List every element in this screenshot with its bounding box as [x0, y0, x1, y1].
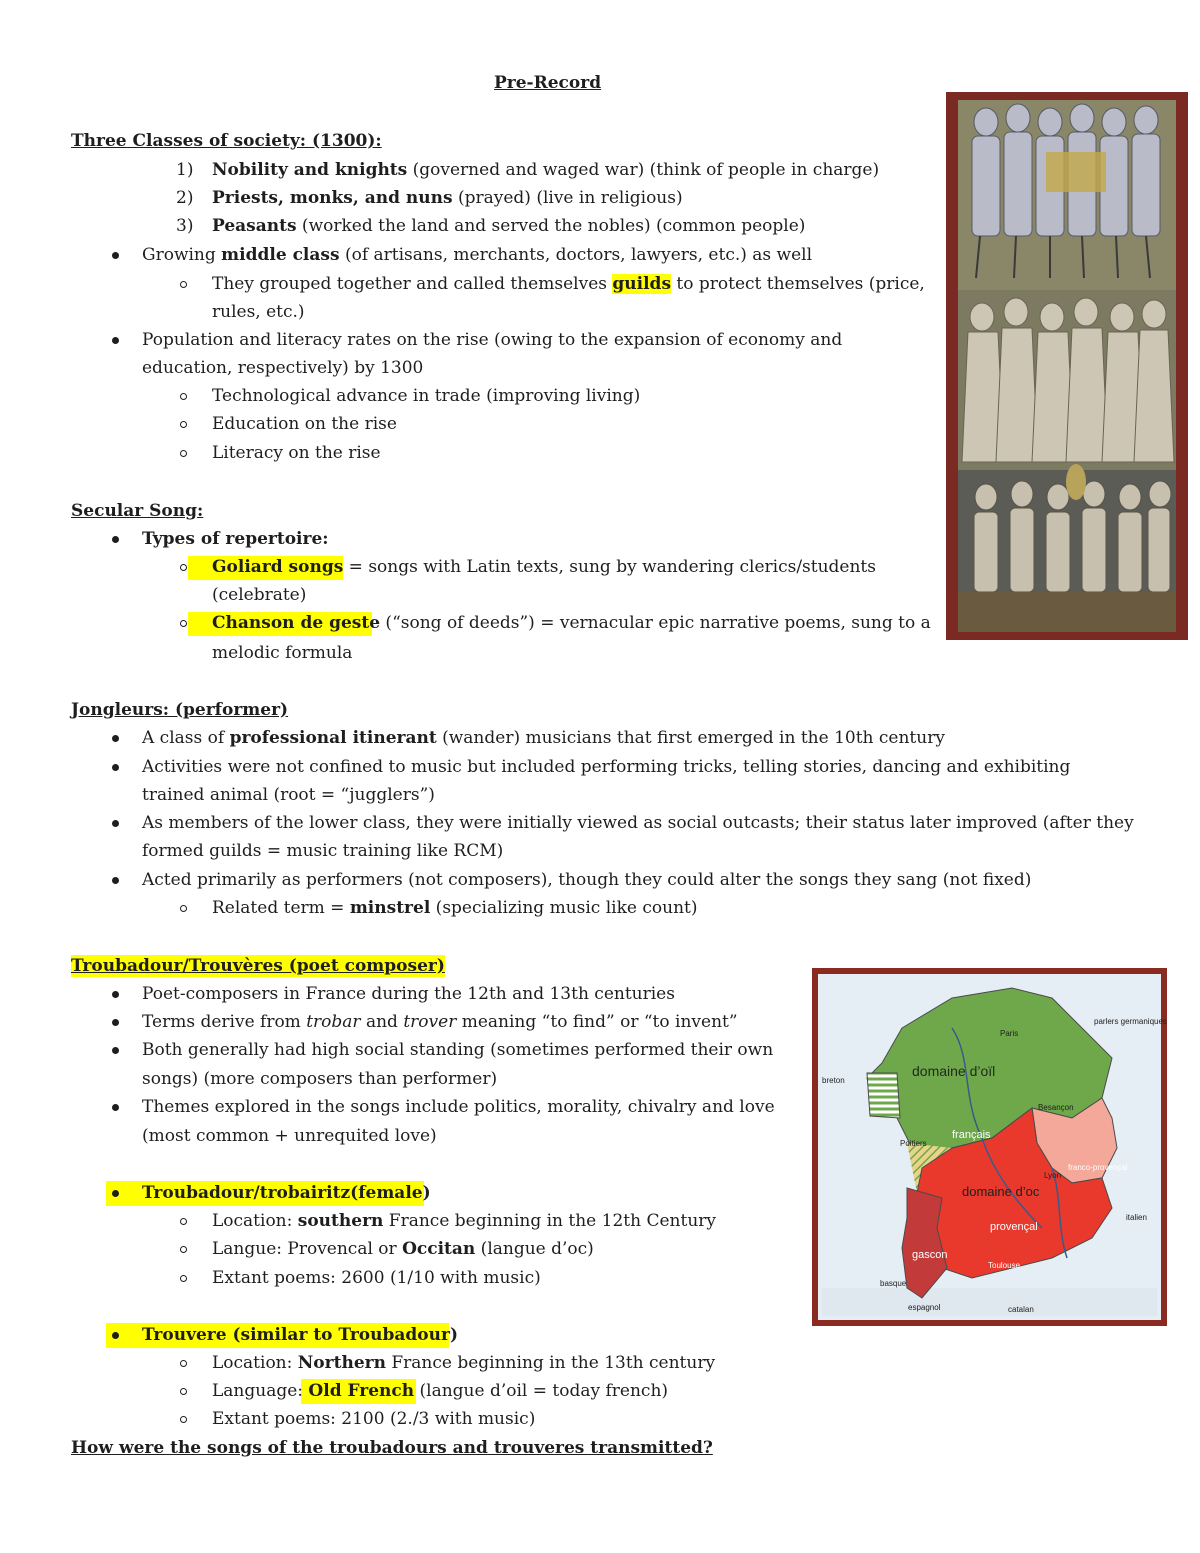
troubadour-heading: Troubadour/Trouvères (poet composer) — [71, 956, 445, 976]
bullet-icon — [112, 1019, 119, 1026]
sub-bullet-icon — [180, 393, 187, 400]
bullet-icon — [112, 252, 119, 259]
map-label: catalan — [1008, 1305, 1034, 1314]
list-item: They grouped together and called themselves guilds to protect themselves (price, — [212, 274, 925, 294]
list-item: Both generally had high social standing (sometimes performed their own — [142, 1040, 774, 1060]
list-item: Growing middle class (of artisans, merchants, doctors, lawyers, etc.) as well — [142, 245, 813, 265]
page-title: Pre-Record — [494, 73, 602, 93]
list-item: Terms derive from trobar and trover meaning “to find” or “to invent” — [142, 1012, 738, 1032]
list-number: 1) — [176, 160, 194, 180]
list-item: A class of professional itinerant (wander) musicians that first emerged in the 10th century — [142, 728, 945, 748]
list-item: Activities were not confined to music but included performing tricks, telling stories, dancing and exhibiting — [142, 757, 1071, 777]
list-item: Extant poems: 2100 (2./3 with music) — [212, 1409, 536, 1429]
list-item: Location: southern France beginning in the 12th Century — [212, 1211, 716, 1231]
list-item-cont: rules, etc.) — [212, 302, 305, 322]
list-number: 2) — [176, 188, 194, 208]
list-item-cont: melodic formula — [212, 643, 353, 663]
list-item-cont: songs) (more composers than performer) — [142, 1069, 498, 1089]
list-item: As members of the lower class, they were initially viewed as social outcasts; their status later improved (after they — [142, 813, 1134, 833]
map-label: Besançon — [1038, 1103, 1074, 1112]
map-label: Lyon — [1044, 1171, 1062, 1180]
list-item-cont: education, respectively) by 1300 — [142, 358, 424, 378]
list-item: Goliard songs = songs with Latin texts, sung by wandering clerics/students — [212, 557, 876, 577]
classes-heading: Three Classes of society: (1300): — [71, 131, 382, 151]
bullet-icon — [112, 764, 119, 771]
list-number: 3) — [176, 216, 194, 236]
sub-bullet-icon — [180, 905, 187, 912]
list-item: Literacy on the rise — [212, 443, 381, 463]
list-item: Poet-composers in France during the 12th and 13th centuries — [142, 984, 675, 1004]
sub-bullet-icon — [180, 620, 187, 627]
list-item: Priests, monks, and nuns (prayed) (live in religious) — [212, 188, 683, 208]
map-label: Toulouse — [988, 1261, 1021, 1270]
list-item: Extant poems: 2600 (1/10 with music) — [212, 1268, 541, 1288]
list-item: Trouvere (similar to Troubadour) — [142, 1325, 458, 1345]
list-item: Nobility and knights (governed and waged war) (think of people in charge) — [212, 160, 880, 180]
map-label: Paris — [1000, 1029, 1019, 1038]
medieval-painting-image — [946, 92, 1188, 640]
jongleurs-heading: Jongleurs: (performer) — [71, 700, 289, 720]
secular-heading: Secular Song: — [71, 501, 204, 521]
map-label: franco-provençal — [1068, 1163, 1128, 1172]
bullet-icon — [112, 1332, 119, 1339]
map-label: parlers germaniques — [1094, 1017, 1167, 1026]
bullet-icon — [112, 877, 119, 884]
map-label: domaine d’oïl — [912, 1063, 996, 1079]
list-item-cont: formed guilds = music training like RCM) — [142, 841, 504, 861]
bullet-icon — [112, 820, 119, 827]
list-item-cont: (most common + unrequited love) — [142, 1126, 437, 1146]
sub-bullet-icon — [180, 450, 187, 457]
map-label: gascon — [912, 1249, 948, 1261]
bullet-icon — [112, 536, 119, 543]
map-label: Poitiers — [900, 1139, 927, 1148]
sub-bullet-icon — [180, 1360, 187, 1367]
list-item: Education on the rise — [212, 414, 397, 434]
list-item: Location: Northern France beginning in the 13th century — [212, 1353, 716, 1373]
bullet-icon — [112, 1104, 119, 1111]
list-item-cont: trained animal (root = “jugglers”) — [142, 785, 435, 805]
sub-bullet-icon — [180, 1246, 187, 1253]
sub-bullet-icon — [180, 1275, 187, 1282]
list-item: Related term = minstrel (specializing music like count) — [212, 898, 698, 918]
list-item: Peasants (worked the land and served the nobles) (common people) — [212, 216, 806, 236]
bullet-icon — [112, 1190, 119, 1197]
sub-bullet-icon — [180, 1218, 187, 1225]
list-item: Troubadour/trobairitz(female) — [142, 1183, 431, 1203]
sub-bullet-icon — [180, 281, 187, 288]
map-label: provençal — [990, 1221, 1038, 1233]
map-label: breton — [822, 1076, 845, 1085]
bullet-icon — [112, 991, 119, 998]
list-item: Themes explored in the songs include politics, morality, chivalry and love — [142, 1097, 775, 1117]
map-label: espagnol — [908, 1303, 941, 1312]
sub-bullet-icon — [180, 1388, 187, 1395]
sub-bullet-icon — [180, 1416, 187, 1423]
bullet-icon — [112, 735, 119, 742]
list-item-cont: (celebrate) — [212, 585, 307, 605]
list-item: Langue: Provencal or Occitan (langue d’oc) — [212, 1239, 594, 1259]
transmission-question: How were the songs of the troubadours and trouveres transmitted? — [71, 1438, 713, 1458]
list-item: Language: Old French (langue d’oil = today french) — [212, 1381, 669, 1401]
sub-bullet-icon — [180, 564, 187, 571]
bullet-icon — [112, 337, 119, 344]
list-item: Population and literacy rates on the rise (owing to the expansion of economy and — [142, 330, 843, 350]
bullet-icon — [112, 1047, 119, 1054]
list-item: Chanson de geste (“song of deeds”) = vernacular epic narrative poems, sung to a — [212, 613, 931, 633]
map-label: italien — [1126, 1213, 1147, 1222]
map-label: basque — [880, 1279, 907, 1288]
sub-bullet-icon — [180, 421, 187, 428]
list-item: Acted primarily as performers (not composers), though they could alter the songs they sang (not fixed) — [142, 870, 1032, 890]
map-label: français — [952, 1129, 991, 1141]
map-label: domaine d’oc — [962, 1184, 1040, 1199]
list-item: Technological advance in trade (improving living) — [212, 386, 641, 406]
france-dialect-map — [812, 968, 1167, 1326]
list-item: Types of repertoire: — [142, 529, 329, 549]
